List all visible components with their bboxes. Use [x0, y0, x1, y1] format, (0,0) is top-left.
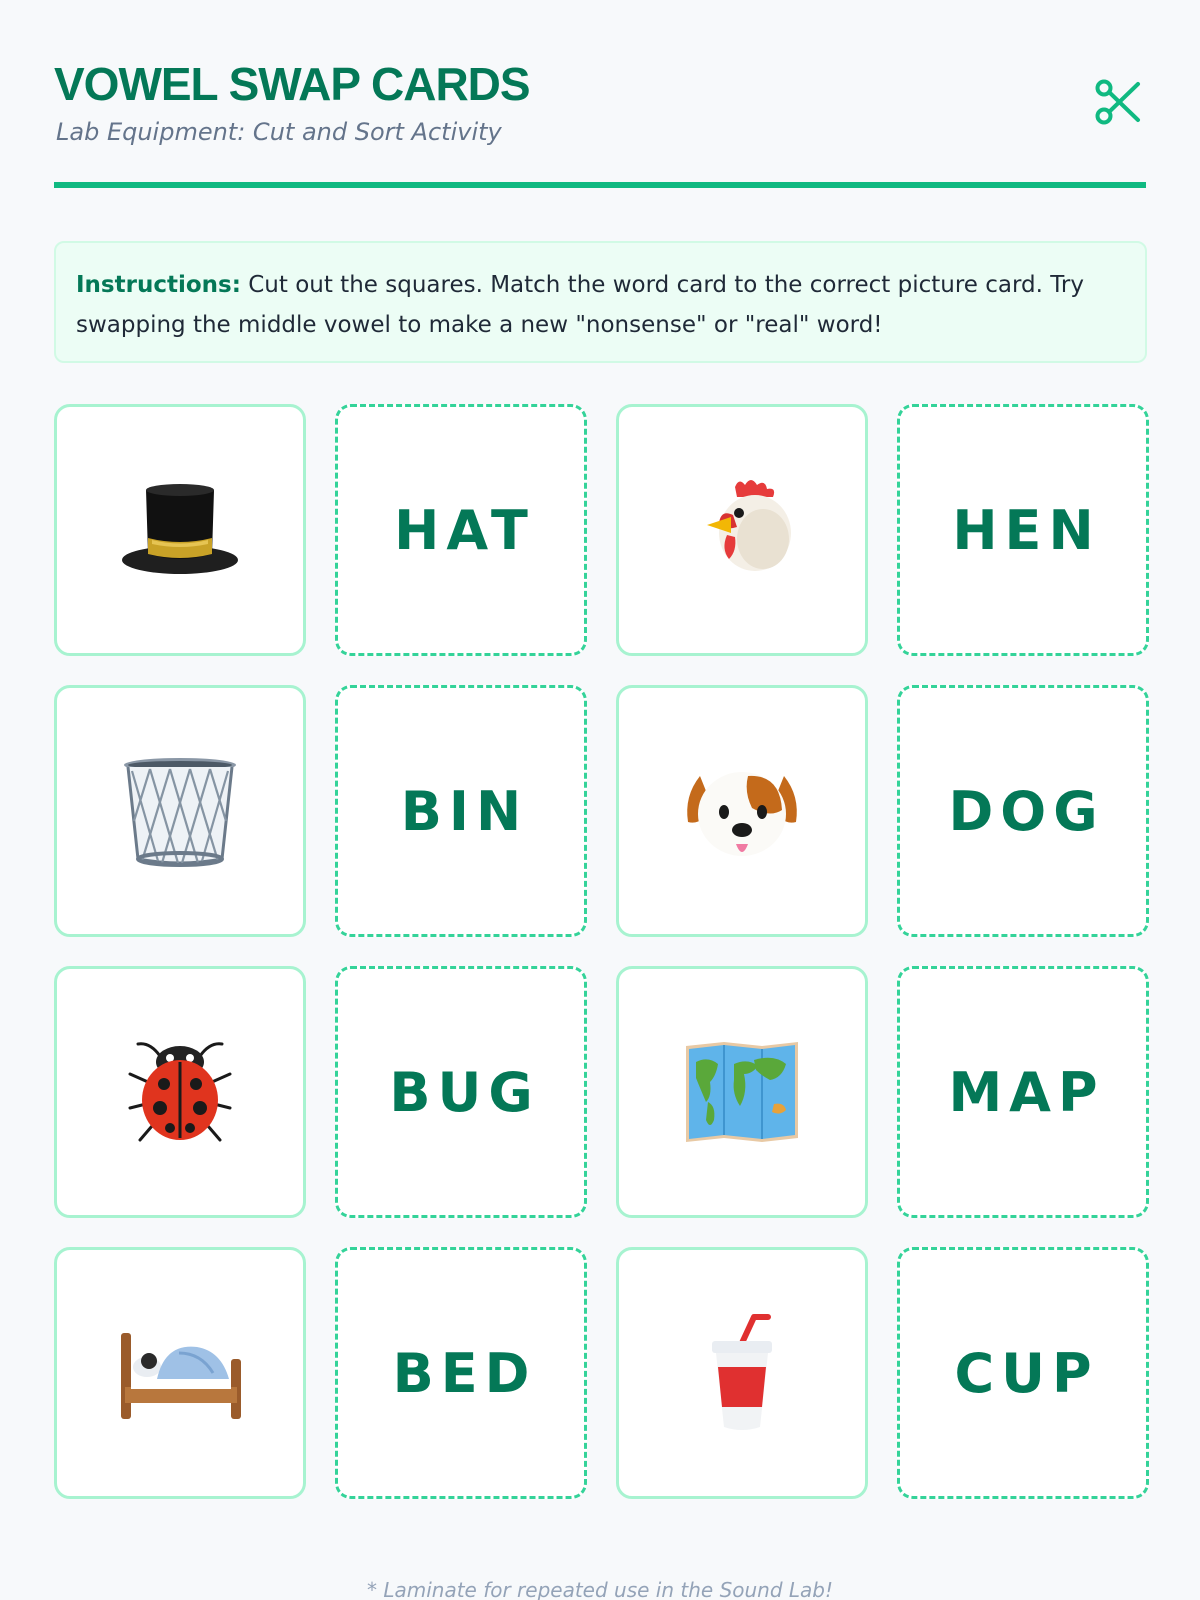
top-hat-icon [120, 480, 240, 580]
picture-card-chicken[interactable] [616, 404, 868, 656]
word-card-label: BUG [389, 1060, 540, 1124]
word-card-bed[interactable] [335, 1247, 587, 1499]
instructions-box [54, 241, 1147, 363]
card-grid [54, 404, 1147, 1497]
picture-card-top-hat[interactable] [54, 404, 306, 656]
world-map-icon [682, 1040, 802, 1144]
cup-with-straw-icon [702, 1313, 782, 1433]
word-card-map[interactable] [897, 966, 1149, 1218]
dog-face-icon [682, 756, 802, 866]
word-card-label: BIN [400, 779, 529, 843]
word-card-label: HAT [394, 498, 535, 562]
wastebasket-icon [120, 751, 240, 871]
picture-card-world-map[interactable] [616, 966, 868, 1218]
page-subtitle: Lab Equipment: Cut and Sort Activity [56, 118, 502, 146]
worksheet-header [54, 0, 1146, 188]
word-card-hen[interactable] [897, 404, 1149, 656]
picture-card-bed[interactable] [54, 1247, 306, 1499]
footer-note: * Laminate for repeated use in the Sound Lab! [366, 1578, 834, 1600]
picture-card-cup-with-straw[interactable] [616, 1247, 868, 1499]
word-card-hat[interactable] [335, 404, 587, 656]
word-card-bug[interactable] [335, 966, 587, 1218]
word-card-bin[interactable] [335, 685, 587, 937]
chicken-icon [687, 475, 797, 585]
picture-card-ladybug[interactable] [54, 966, 306, 1218]
word-card-label: HEN [952, 498, 1101, 562]
word-card-cup[interactable] [897, 1247, 1149, 1499]
word-card-label: MAP [948, 1060, 1105, 1124]
word-card-label: BED [392, 1341, 537, 1405]
scissors-icon [1094, 78, 1142, 126]
instructions-text: Cut out the squares. Match the word card to the correct picture card. Try swapping the middle vowel to make a new "nonsense" or "real" word! [76, 272, 1084, 338]
ladybug-icon [120, 1032, 240, 1152]
word-card-dog[interactable] [897, 685, 1149, 937]
instructions-label: Instructions: [76, 272, 241, 298]
word-card-label: CUP [954, 1341, 1099, 1405]
page-title: VOWEL SWAP CARDS [54, 58, 530, 110]
picture-card-wastebasket[interactable] [54, 685, 306, 937]
bed-icon [117, 1323, 243, 1423]
word-card-label: DOG [948, 779, 1105, 843]
picture-card-dog-face[interactable] [616, 685, 868, 937]
